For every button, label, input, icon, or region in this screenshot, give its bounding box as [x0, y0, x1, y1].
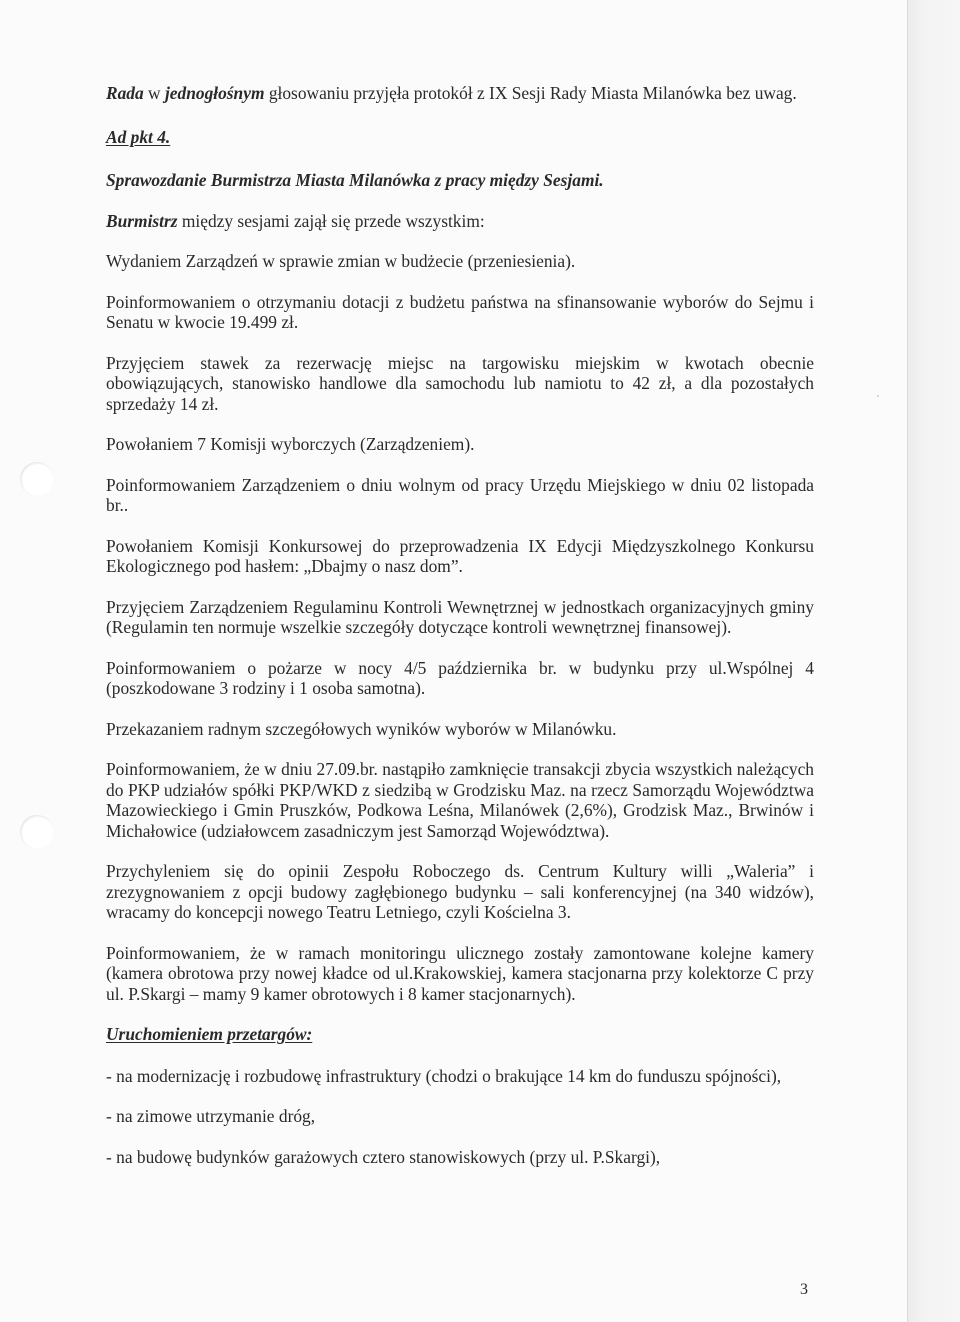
tender-item: - na zimowe utrzymanie dróg, — [106, 1106, 316, 1126]
page-number: 3 — [800, 1281, 808, 1298]
report-intro — [106, 211, 814, 232]
report-item: Poinformowaniem o otrzymaniu dotacji z budżetu państwa na sfinansowanie wyborów do Sejmu i Senatu w kwocie 19.499 zł. — [106, 291, 814, 332]
tender-item: - na budowę budynków garażowych cztero stanowiskowych (przy ul. P.Skargi), — [106, 1146, 661, 1167]
punch-hole — [20, 462, 54, 496]
tenders-heading: Uruchomieniem przetargów: — [106, 1024, 313, 1044]
report-item: Poinformowaniem, że w ramach monitoringu ulicznego zostały zamontowane kolejne kamery (kamera obrotowa przy nowej kładce od ul.Krakowskiej, kamera stacjonarna przy kolektorze C przy ul. P.Skargi – mamy 9 kamer obrotowych i 8 kamer stacjonarnych). — [106, 942, 814, 1004]
report-title: Sprawozdanie Burmistrza Miasta Milanówka z pracy między Sesjami. — [106, 170, 604, 190]
report-item: Poinformowaniem Zarządzeniem o dniu wolnym od pracy Urzędu Miejskiego w dniu 02 listopada br.. — [106, 474, 814, 515]
unanimous-word: jednogłośnym — [164, 83, 265, 103]
report-item: Powołaniem Komisji Konkursowej do przeprowadzenia IX Edycji Międzyszkolnego Konkursu Ekologicznego pod hasłem: „Dbajmy o nasz dom”. — [106, 535, 814, 576]
vote-connector: w — [143, 83, 165, 103]
report-item: Powołaniem 7 Komisji wyborczych (Zarządzeniem). — [106, 434, 475, 454]
intro-text: między sesjami zajął się przede wszystkim: — [177, 210, 485, 231]
report-item: Przychyleniem się do opinii Zespołu Roboczego ds. Centrum Kultury willi „Waleria” i zrezygnowaniem z opcji budowy zagłębionego budynku – sali konferencyjnej (na 340 widzów), wracamy do koncepcji nowego Teatru Letniego, czyli Kościelna 3. — [106, 861, 814, 922]
report-item: Przekazaniem radnym szczegółowych wyników wyborów w Milanówku. — [106, 718, 617, 739]
punch-hole — [20, 815, 54, 849]
report-item: Przyjęciem Zarządzeniem Regulaminu Kontroli Wewnętrznej w jednostkach organizacyjnych gminy (Regulamin ten normuje wszelkie szczegóły dotyczące kontroli wewnętrznej finansowej). — [106, 596, 814, 637]
tender-item: - na modernizację i rozbudowę infrastruktury (chodzi o brakujące 14 km do funduszu spójności), — [106, 1065, 782, 1086]
scan-edge — [907, 0, 960, 1322]
mayor-word: Burmistrz — [106, 210, 178, 231]
scan-speck — [877, 395, 879, 397]
agenda-point-heading: Ad pkt 4. — [106, 126, 171, 147]
report-item: Wydaniem Zarządzeń w sprawie zmian w budżecie (przeniesienia). — [106, 251, 576, 271]
council-word: Rada — [106, 83, 144, 103]
document-body — [106, 83, 814, 1167]
report-item: Poinformowaniem o pożarze w nocy 4/5 października br. w budynku przy ul.Wspólnej 4 (poszkodowane 3 rodziny i 1 osoba samotna). — [106, 657, 814, 698]
council-vote-paragraph — [106, 83, 814, 104]
report-item: Przyjęciem stawek za rezerwację miejsc na targowisku miejskim w kwotach obecnie obowiązujących, stanowisko handlowe dla samochodu lub namiotu to 42 zł, a dla pozostałych sprzedaży 14 zł. — [106, 352, 814, 414]
vote-text: głosowaniu przyjęła protokół z IX Sesji Rady Miasta Milanówka bez uwag. — [264, 83, 797, 103]
report-item: Poinformowaniem, że w dniu 27.09.br. nastąpiło zamknięcie transakcji zbycia wszystkich należących do PKP udziałów spółki PKP/WKD z siedzibą w Grodzisku Maz. na rzecz Samorządu Województwa Mazowieckiego i Gmin Pruszków, Podkowa Leśna, Milanówek (2,6%), Grodzisk Maz., Brwinów i Michałowice (udziałowcem zasadniczym jest Samorząd Województwa). — [106, 759, 814, 841]
